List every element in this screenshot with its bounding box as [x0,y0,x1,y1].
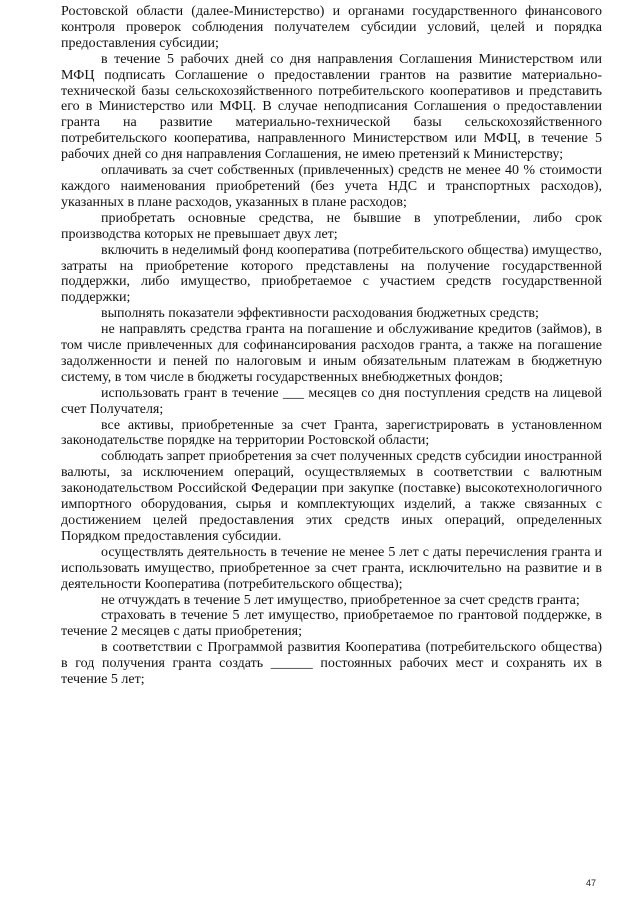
paragraph: осуществлять деятельность в течение не менее 5 лет с даты перечисления гранта и использовать имущество, приобретенное за счет гранта, исключительно на развитие и в деятельности Кооператива (потребительского общества); [61,544,602,592]
paragraph: использовать грант в течение ___ месяцев со дня поступления средств на лицевой счет Получателя; [61,385,602,417]
paragraph: не отчуждать в течение 5 лет имущество, приобретенное за счет средств гранта; [101,592,580,608]
paragraph: приобретать основные средства, не бывшие в употреблении, либо срок производства которых не превышает двух лет; [61,210,602,242]
paragraph: в соответствии с Программой развития Кооператива (потребительского общества) в год получения гранта создать ______ постоянных рабочих мест и сохранять их в течение 5 лет; [61,640,602,688]
paragraph: не направлять средства гранта на погашение и обслуживание кредитов (займов), в том числе привлеченных для софинансирования расходов гранта, а также на погашение задолженности и пеней по налоговым и иным обязательным платежам в бюджетную систему, в том числе в бюджеты государственных внебюджетных фондов; [61,322,602,385]
paragraph: страховать в течение 5 лет имущество, приобретаемое по грантовой поддержке, в течение 2 месяцев с даты приобретения; [61,608,602,640]
paragraph: в течение 5 рабочих дней со дня направления Соглашения Министерством или МФЦ подписать Соглашение о предоставлении грантов на развитие материально-технической базы сельскохозяйственного потребительского кооперативов и представить его в Министерство или МФЦ. В случае неподписания Соглашения о предоставлении гранта на развитие материально-технической базы сельскохозяйственного потребительского кооператива, направленного Министерством или МФЦ, в течение 5 рабочих дней со дня направления Соглашения, не имею претензий к Министерству; [61,51,602,163]
page-number: 47 [586,878,597,888]
paragraph: все активы, приобретенные за счет Гранта, зарегистрировать в установленном законодательстве порядке на территории Ростовской области; [61,417,602,449]
document-body [61,4,602,688]
paragraph: включить в неделимый фонд кооператива (потребительского общества) имущество, затраты на приобретение которого представлены на получение государственной поддержки, либо имущество, приобретаемое с участием средств государственной поддержки; [61,242,602,306]
paragraph: оплачивать за счет собственных (привлеченных) средств не менее 40 % стоимости каждого наименования приобретений (без учета НДС и транспортных расходов), указанных в плане расходов, указанных в плане расходов; [61,163,602,210]
paragraph: Ростовской области (далее-Министерство) и органами государственного финансового контроля проверок соблюдения получателем субсидии условий, целей и порядка предоставления субсидии; [61,4,602,51]
paragraph: выполнять показатели эффективности расходования бюджетных средств; [101,306,539,322]
paragraph: соблюдать запрет приобретения за счет полученных средств субсидии иностранной валюты, за исключением операций, осуществляемых в соответствии с валютным законодательством Российской Федерации при закупке (поставке) высокотехнологичного импортного оборудования, сырья и комплектующих изделий, а также связанных с достижением целей предоставления этих средств иных операций, определенных Порядком предоставления субсидии. [61,449,602,544]
